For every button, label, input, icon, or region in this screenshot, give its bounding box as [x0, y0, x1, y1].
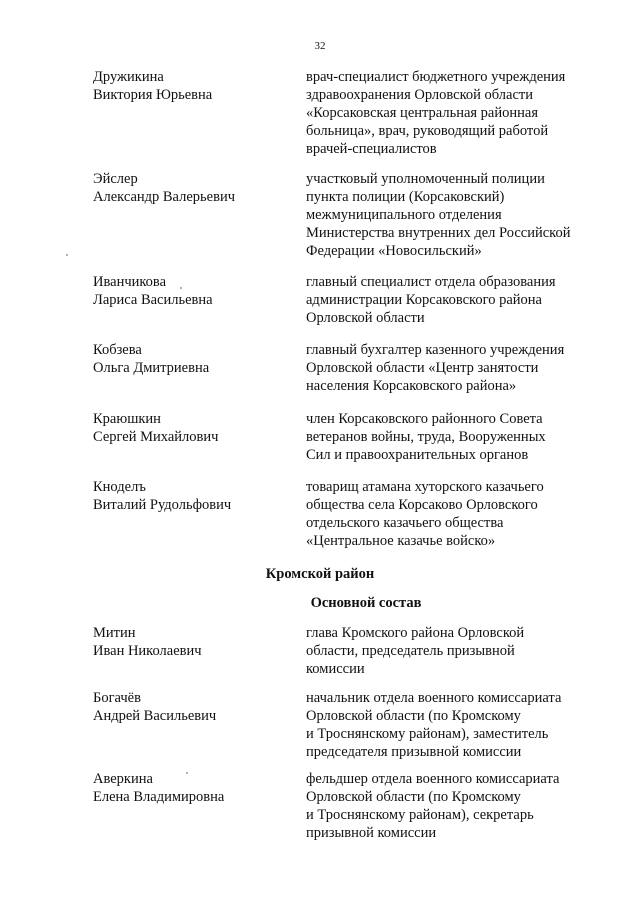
position-line: начальник отдела военного комиссариата — [306, 690, 562, 706]
district-heading: Кромской район — [265, 566, 375, 582]
position-line: врач-специалист бюджетного учреждения — [306, 69, 566, 85]
position-line: Орловской области (по Кромскому — [306, 708, 521, 724]
position-line: Орловской области — [306, 310, 425, 326]
member-given-name: Сергей Михайлович — [93, 429, 219, 445]
position-line: и Троснянскому районам), секретарь — [306, 807, 534, 823]
position-line: пункта полиции (Корсаковский) — [306, 189, 505, 205]
position-line: Федерации «Новосильский» — [306, 243, 482, 259]
member-position — [306, 478, 596, 550]
scan-speck — [186, 772, 188, 774]
member-position — [306, 770, 596, 842]
member-given-name: Александр Валерьевич — [93, 189, 235, 205]
member-given-name: Лариса Васильевна — [93, 292, 213, 308]
position-line: член Корсаковского районного Совета — [306, 411, 543, 427]
position-line: области, председатель призывной — [306, 643, 515, 659]
member-surname: Митин — [93, 625, 136, 641]
member-name — [93, 478, 283, 514]
member-name — [93, 273, 283, 309]
member-given-name: Андрей Васильевич — [93, 708, 217, 724]
position-line: администрации Корсаковского района — [306, 292, 542, 308]
member-position — [306, 341, 596, 395]
member-position — [306, 273, 596, 327]
member-name — [93, 170, 283, 206]
member-given-name: Иван Николаевич — [93, 643, 202, 659]
member-position — [306, 170, 596, 260]
member-name — [93, 341, 283, 377]
position-line: больница», врач, руководящий работой — [306, 123, 549, 139]
position-line: здравоохранения Орловской области — [306, 87, 533, 103]
member-surname: Кобзева — [93, 342, 142, 358]
position-line: участковый уполномоченный полиции — [306, 171, 545, 187]
member-position — [306, 410, 596, 464]
member-given-name: Ольга Дмитриевна — [93, 360, 210, 376]
position-line: общества села Корсаково Орловского — [306, 497, 538, 513]
position-line: Орловской области (по Кромскому — [306, 789, 521, 805]
member-surname: Богачёв — [93, 690, 141, 706]
composition-heading: Основной состав — [310, 595, 422, 611]
position-line: «Корсаковская центральная районная — [306, 105, 538, 121]
member-given-name: Елена Владимировна — [93, 789, 225, 805]
position-line: и Троснянскому районам), заместитель — [306, 726, 549, 742]
position-line: населения Корсаковского района» — [306, 378, 517, 394]
page-number: 32 — [314, 40, 326, 52]
position-line: призывной комиссии — [306, 825, 437, 841]
member-name — [93, 770, 283, 806]
position-line: председателя призывной комиссии — [306, 744, 522, 760]
position-line: межмуниципального отделения — [306, 207, 502, 223]
position-line: товарищ атамана хуторского казачьего — [306, 479, 544, 495]
position-line: отдельского казачьего общества — [306, 515, 504, 531]
position-line: главный специалист отдела образования — [306, 274, 556, 290]
position-line: Сил и правоохранительных органов — [306, 447, 529, 463]
scan-speck — [66, 254, 68, 256]
member-position — [306, 68, 596, 158]
position-line: ветеранов войны, труда, Вооруженных — [306, 429, 546, 445]
member-surname: Кноделъ — [93, 479, 146, 495]
member-surname: Иванчикова — [93, 274, 167, 290]
member-name — [93, 410, 283, 446]
position-line: главный бухгалтер казенного учреждения — [306, 342, 565, 358]
member-position — [306, 689, 596, 761]
position-line: врачей-специалистов — [306, 141, 437, 157]
member-given-name: Виталий Рудольфович — [93, 497, 232, 513]
member-name — [93, 68, 283, 104]
member-position — [306, 624, 596, 678]
scan-speck — [180, 287, 182, 289]
position-line: Орловской области «Центр занятости — [306, 360, 539, 376]
position-line: фельдшер отдела военного комиссариата — [306, 771, 560, 787]
position-line: комиссии — [306, 661, 365, 677]
position-line: глава Кромского района Орловской — [306, 625, 525, 641]
member-surname: Дружикина — [93, 69, 164, 85]
member-given-name: Виктория Юрьевна — [93, 87, 213, 103]
member-name — [93, 624, 283, 660]
position-line: «Центральное казачье войско» — [306, 533, 496, 549]
member-surname: Краюшкин — [93, 411, 161, 427]
member-surname: Эйслер — [93, 171, 138, 187]
position-line: Министерства внутренних дел Российской — [306, 225, 571, 241]
member-surname: Аверкина — [93, 771, 153, 787]
member-name — [93, 689, 283, 725]
